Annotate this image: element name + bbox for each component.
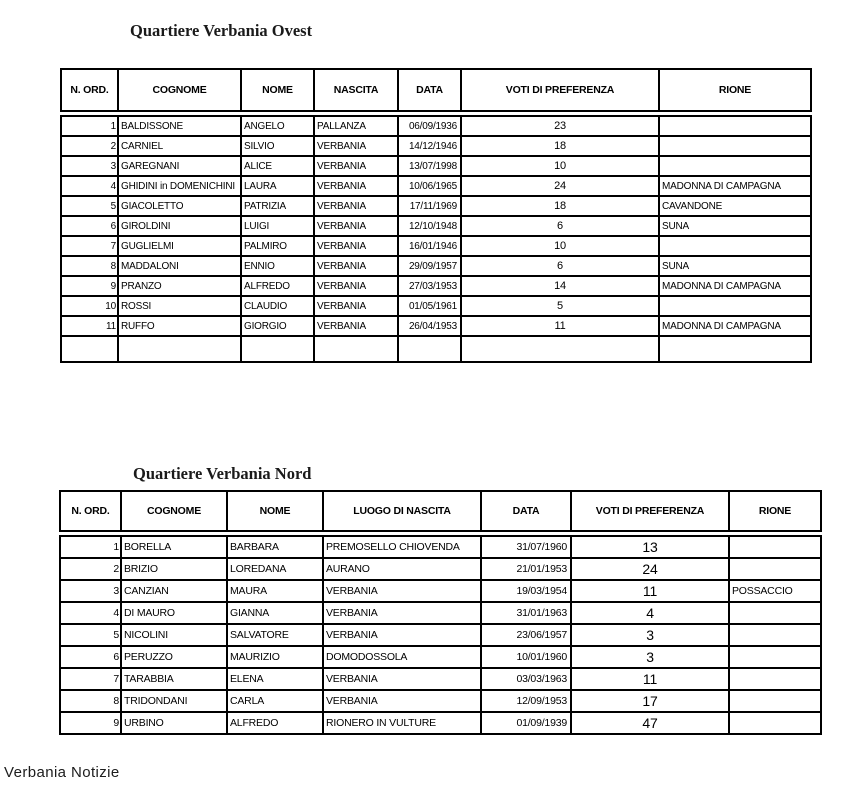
table-cell: DI MAURO — [121, 602, 227, 624]
header-row — [60, 491, 821, 531]
table-row — [60, 646, 821, 668]
table-cell — [659, 236, 811, 256]
table-cell: 12/10/1948 — [398, 216, 461, 236]
table-cell: 06/09/1936 — [398, 116, 461, 136]
table-row — [61, 196, 811, 216]
table-cell: GUGLIELMI — [118, 236, 241, 256]
column-header: DATA — [398, 69, 461, 111]
table-cell: 10/01/1960 — [481, 646, 571, 668]
table-row — [60, 558, 821, 580]
table-cell: 18 — [461, 196, 659, 216]
table-row — [61, 176, 811, 196]
table-row — [61, 116, 811, 136]
table-cell — [729, 558, 821, 580]
table-cell: 9 — [61, 276, 118, 296]
column-header: RIONE — [729, 491, 821, 531]
table-cell: 3 — [61, 156, 118, 176]
quartiere-nord-title: Quartiere Verbania Nord — [133, 463, 312, 483]
table-row — [60, 668, 821, 690]
table-cell: 6 — [60, 646, 121, 668]
table-cell: PRANZO — [118, 276, 241, 296]
table-cell — [729, 712, 821, 734]
table-cell: PALLANZA — [314, 116, 398, 136]
table-cell: VERBANIA — [314, 296, 398, 316]
table-cell — [61, 336, 118, 362]
table-cell: DOMODOSSOLA — [323, 646, 481, 668]
table-cell: 4 — [571, 602, 729, 624]
table-cell: NICOLINI — [121, 624, 227, 646]
table-cell: 7 — [60, 668, 121, 690]
column-header: LUOGO DI NASCITA — [323, 491, 481, 531]
table-cell — [659, 296, 811, 316]
table-cell: 14 — [461, 276, 659, 296]
table-cell: 31/01/1963 — [481, 602, 571, 624]
table-cell: 11 — [571, 580, 729, 602]
table-cell: LOREDANA — [227, 558, 323, 580]
table-cell: 01/09/1939 — [481, 712, 571, 734]
table-cell: LUIGI — [241, 216, 314, 236]
table-cell: SUNA — [659, 216, 811, 236]
column-header: DATA — [481, 491, 571, 531]
table-cell: AURANO — [323, 558, 481, 580]
table-row — [60, 536, 821, 558]
table-cell: 4 — [61, 176, 118, 196]
table-row — [61, 236, 811, 256]
page-footer-source: Verbania Notizie — [4, 764, 120, 781]
table-cell: 5 — [61, 196, 118, 216]
table-cell: SILVIO — [241, 136, 314, 156]
column-header: N. ORD. — [61, 69, 118, 111]
table-cell: 5 — [60, 624, 121, 646]
table-cell: 8 — [60, 690, 121, 712]
table-cell: MADONNA DI CAMPAGNA — [659, 316, 811, 336]
table-cell: RUFFO — [118, 316, 241, 336]
table-cell — [461, 336, 659, 362]
column-header: RIONE — [659, 69, 811, 111]
table-cell: 6 — [461, 216, 659, 236]
table-cell: 21/01/1953 — [481, 558, 571, 580]
table-cell: 3 — [571, 646, 729, 668]
table-cell: 11 — [461, 316, 659, 336]
table-cell: VERBANIA — [314, 196, 398, 216]
table-cell: 6 — [461, 256, 659, 276]
table-cell: ALFREDO — [241, 276, 314, 296]
table-row — [60, 624, 821, 646]
table-row — [61, 276, 811, 296]
table-cell: VERBANIA — [323, 580, 481, 602]
table-cell — [314, 336, 398, 362]
table-cell: 10 — [461, 236, 659, 256]
column-header: VOTI DI PREFERENZA — [571, 491, 729, 531]
table-cell — [729, 624, 821, 646]
table-cell: MADDALONI — [118, 256, 241, 276]
table-cell: PREMOSELLO CHIOVENDA — [323, 536, 481, 558]
table-cell: 4 — [60, 602, 121, 624]
table-cell: 10 — [461, 156, 659, 176]
table-cell: BRIZIO — [121, 558, 227, 580]
table-cell: ELENA — [227, 668, 323, 690]
table-cell — [729, 690, 821, 712]
table-cell: MADONNA DI CAMPAGNA — [659, 276, 811, 296]
table-cell: GHIDINI in DOMENICHINI — [118, 176, 241, 196]
table-cell: BARBARA — [227, 536, 323, 558]
table-cell: VERBANIA — [323, 602, 481, 624]
table-cell: 12/09/1953 — [481, 690, 571, 712]
table-cell: 10 — [61, 296, 118, 316]
table-cell: PATRIZIA — [241, 196, 314, 216]
table-cell — [398, 336, 461, 362]
column-header: N. ORD. — [60, 491, 121, 531]
table-cell: 27/03/1953 — [398, 276, 461, 296]
table-cell: VERBANIA — [314, 276, 398, 296]
table-cell: 13/07/1998 — [398, 156, 461, 176]
table-cell: 24 — [571, 558, 729, 580]
table-cell: 6 — [61, 216, 118, 236]
table-row — [61, 136, 811, 156]
table-cell: 3 — [60, 580, 121, 602]
table-cell: RIONERO IN VULTURE — [323, 712, 481, 734]
table-row — [60, 690, 821, 712]
table-cell: 47 — [571, 712, 729, 734]
table-cell: 18 — [461, 136, 659, 156]
table-cell: CAVANDONE — [659, 196, 811, 216]
table-cell: 1 — [61, 116, 118, 136]
table-row — [61, 156, 811, 176]
table-cell: 03/03/1963 — [481, 668, 571, 690]
table-cell: POSSACCIO — [729, 580, 821, 602]
column-header: NOME — [227, 491, 323, 531]
table-cell: ALICE — [241, 156, 314, 176]
header-row-table — [59, 490, 822, 532]
table-cell: 29/09/1957 — [398, 256, 461, 276]
table-cell: GIACOLETTO — [118, 196, 241, 216]
table-cell: MAURA — [227, 580, 323, 602]
table-row — [61, 256, 811, 276]
table-cell: 1 — [60, 536, 121, 558]
table-cell: ROSSI — [118, 296, 241, 316]
table-cell: VERBANIA — [314, 176, 398, 196]
table-cell: VERBANIA — [323, 690, 481, 712]
table-cell — [729, 668, 821, 690]
table-cell: GIROLDINI — [118, 216, 241, 236]
table-cell — [659, 136, 811, 156]
table-cell: GAREGNANI — [118, 156, 241, 176]
table-cell: SALVATORE — [227, 624, 323, 646]
quartiere-ovest-title: Quartiere Verbania Ovest — [130, 20, 313, 40]
table-row — [61, 316, 811, 336]
table-cell — [729, 646, 821, 668]
table-cell: PALMIRO — [241, 236, 314, 256]
table-cell: 2 — [60, 558, 121, 580]
header-row — [61, 69, 811, 111]
table-row — [60, 580, 821, 602]
table-cell: 13 — [571, 536, 729, 558]
table-cell: GIANNA — [227, 602, 323, 624]
table-cell: MAURIZIO — [227, 646, 323, 668]
table-cell: VERBANIA — [323, 668, 481, 690]
table-cell: 11 — [571, 668, 729, 690]
table-cell: GIORGIO — [241, 316, 314, 336]
table-cell — [241, 336, 314, 362]
table-cell: 2 — [61, 136, 118, 156]
table-cell: 16/01/1946 — [398, 236, 461, 256]
data-rows-table — [60, 115, 812, 363]
table-cell: CARLA — [227, 690, 323, 712]
table-cell: ENNIO — [241, 256, 314, 276]
table-cell — [659, 336, 811, 362]
table-cell: 3 — [571, 624, 729, 646]
table-cell: CARNIEL — [118, 136, 241, 156]
table-cell: BORELLA — [121, 536, 227, 558]
table-cell: 5 — [461, 296, 659, 316]
table-cell: VERBANIA — [323, 624, 481, 646]
table-cell: CANZIAN — [121, 580, 227, 602]
table-cell — [118, 336, 241, 362]
table-cell: URBINO — [121, 712, 227, 734]
table-cell — [659, 116, 811, 136]
table-cell — [729, 536, 821, 558]
quartiere-ovest-table — [60, 68, 812, 363]
table-cell: BALDISSONE — [118, 116, 241, 136]
table-cell: 8 — [61, 256, 118, 276]
table-cell: ALFREDO — [227, 712, 323, 734]
table-cell: PERUZZO — [121, 646, 227, 668]
table-cell: VERBANIA — [314, 316, 398, 336]
table-cell: CLAUDIO — [241, 296, 314, 316]
table-cell: 26/04/1953 — [398, 316, 461, 336]
table-cell: ANGELO — [241, 116, 314, 136]
table-cell: 17/11/1969 — [398, 196, 461, 216]
table-cell: 9 — [60, 712, 121, 734]
column-header: COGNOME — [121, 491, 227, 531]
table-row — [60, 602, 821, 624]
table-cell: LAURA — [241, 176, 314, 196]
table-cell: 24 — [461, 176, 659, 196]
header-row-table — [60, 68, 812, 112]
table-row — [61, 296, 811, 316]
column-header: NOME — [241, 69, 314, 111]
table-cell: 19/03/1954 — [481, 580, 571, 602]
table-cell: 10/06/1965 — [398, 176, 461, 196]
table-row — [61, 336, 811, 362]
column-header: VOTI DI PREFERENZA — [461, 69, 659, 111]
quartiere-nord-table — [59, 490, 822, 735]
table-cell: VERBANIA — [314, 216, 398, 236]
table-cell: VERBANIA — [314, 156, 398, 176]
table-cell: VERBANIA — [314, 256, 398, 276]
table-cell: VERBANIA — [314, 236, 398, 256]
table-cell: TARABBIA — [121, 668, 227, 690]
table-row — [60, 712, 821, 734]
data-rows-table — [59, 535, 822, 735]
table-cell: 31/07/1960 — [481, 536, 571, 558]
table-cell — [659, 156, 811, 176]
table-cell: 23 — [461, 116, 659, 136]
table-cell: MADONNA DI CAMPAGNA — [659, 176, 811, 196]
table-cell: 17 — [571, 690, 729, 712]
column-header: COGNOME — [118, 69, 241, 111]
table-row — [61, 216, 811, 236]
table-cell: 11 — [61, 316, 118, 336]
table-cell: 01/05/1961 — [398, 296, 461, 316]
table-cell: 23/06/1957 — [481, 624, 571, 646]
table-cell: TRIDONDANI — [121, 690, 227, 712]
table-cell: 7 — [61, 236, 118, 256]
table-cell: 14/12/1946 — [398, 136, 461, 156]
table-cell: VERBANIA — [314, 136, 398, 156]
table-cell: SUNA — [659, 256, 811, 276]
column-header: NASCITA — [314, 69, 398, 111]
table-cell — [729, 602, 821, 624]
